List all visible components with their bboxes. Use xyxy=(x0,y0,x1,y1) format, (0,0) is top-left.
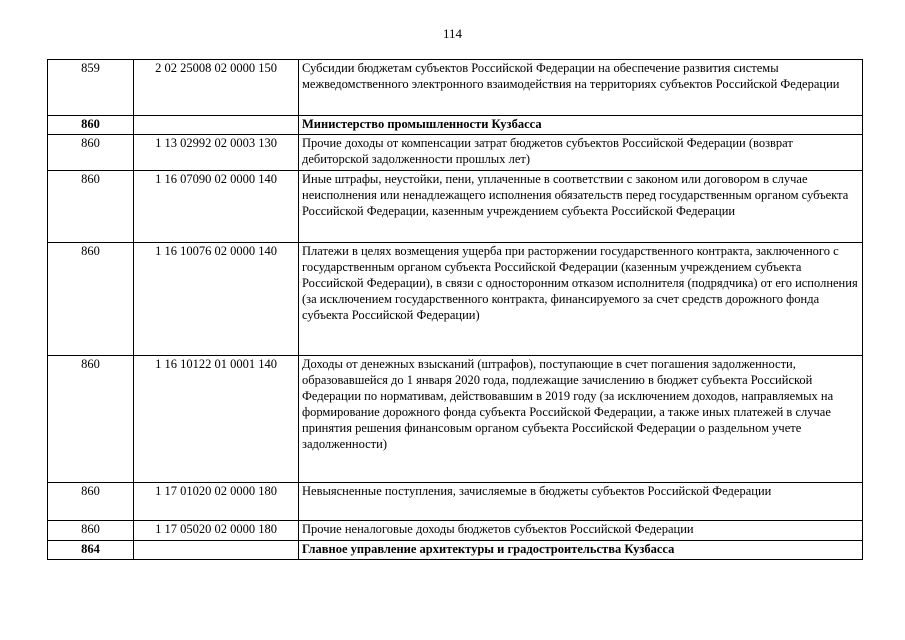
budget-code-cell: 1 17 01020 02 0000 180 xyxy=(134,483,299,521)
table-row xyxy=(48,356,863,483)
admin-code-cell: 864 xyxy=(48,541,134,560)
table-row xyxy=(48,483,863,521)
admin-code-cell: 860 xyxy=(48,243,134,356)
budget-code-cell xyxy=(134,541,299,560)
table-row xyxy=(48,116,863,135)
budget-classification-table xyxy=(47,59,863,560)
admin-code-cell: 860 xyxy=(48,356,134,483)
budget-code-cell xyxy=(134,116,299,135)
income-name-cell: Невыясненные поступления, зачисляемые в бюджеты субъектов Российской Федерации xyxy=(299,483,863,521)
budget-code-cell: 1 16 10122 01 0001 140 xyxy=(134,356,299,483)
table-row xyxy=(48,171,863,243)
table-row xyxy=(48,60,863,116)
budget-code-cell: 1 16 10076 02 0000 140 xyxy=(134,243,299,356)
budget-code-cell: 1 16 07090 02 0000 140 xyxy=(134,171,299,243)
admin-code-cell: 860 xyxy=(48,171,134,243)
table-row xyxy=(48,243,863,356)
admin-code-cell: 860 xyxy=(48,483,134,521)
page-number: 114 xyxy=(442,26,463,41)
budget-code-cell: 2 02 25008 02 0000 150 xyxy=(134,60,299,116)
admin-code-cell: 860 xyxy=(48,521,134,541)
table-row xyxy=(48,521,863,541)
income-name-cell: Субсидии бюджетам субъектов Российской Федерации на обеспечение развития системы межведомственного электронного взаимодействия на территориях субъектов Российской Федерации xyxy=(299,60,863,116)
income-name-cell: Прочие неналоговые доходы бюджетов субъектов Российской Федерации xyxy=(299,521,863,541)
table-row xyxy=(48,541,863,560)
income-name-cell: Доходы от денежных взысканий (штрафов), поступающие в счет погашения задолженности, образовавшейся до 1 января 2020 года, подлежащие зачислению в бюджет субъекта Российской Федерации по нормативам, действовавшим в 2019 году (за исключением доходов, направляемых на формирование дорожного фонда субъекта Российской Федерации, а также иных платежей в случае принятия решения финансовым органом субъекта Российской Федерации о раздельном учете задолженности) xyxy=(299,356,863,483)
income-name-cell: Платежи в целях возмещения ущерба при расторжении государственного контракта, заключенного с государственным органом субъекта Российской Федерации (казенным учреждением субъекта Российской Федерации), в связи с односторонним отказом исполнителя (подрядчика) от его исполнения (за исключением государственного контракта, финансируемого за счет средств дорожного фонда субъекта Российской Федерации) xyxy=(299,243,863,356)
income-name-cell: Иные штрафы, неустойки, пени, уплаченные в соответствии с законом или договором в случае неисполнения или ненадлежащего исполнения обязательств перед государственным органом субъекта Российской Федерации, казенным учреждением субъекта Российской Федерации xyxy=(299,171,863,243)
income-name-cell: Главное управление архитектуры и градостроительства Кузбасса xyxy=(299,541,863,560)
admin-code-cell: 859 xyxy=(48,60,134,116)
admin-code-cell: 860 xyxy=(48,135,134,171)
budget-code-cell: 1 13 02992 02 0003 130 xyxy=(134,135,299,171)
admin-code-cell: 860 xyxy=(48,116,134,135)
table-row xyxy=(48,135,863,171)
income-name-cell: Министерство промышленности Кузбасса xyxy=(299,116,863,135)
budget-code-cell: 1 17 05020 02 0000 180 xyxy=(134,521,299,541)
income-name-cell: Прочие доходы от компенсации затрат бюджетов субъектов Российской Федерации (возврат дебиторской задолженности прошлых лет) xyxy=(299,135,863,171)
